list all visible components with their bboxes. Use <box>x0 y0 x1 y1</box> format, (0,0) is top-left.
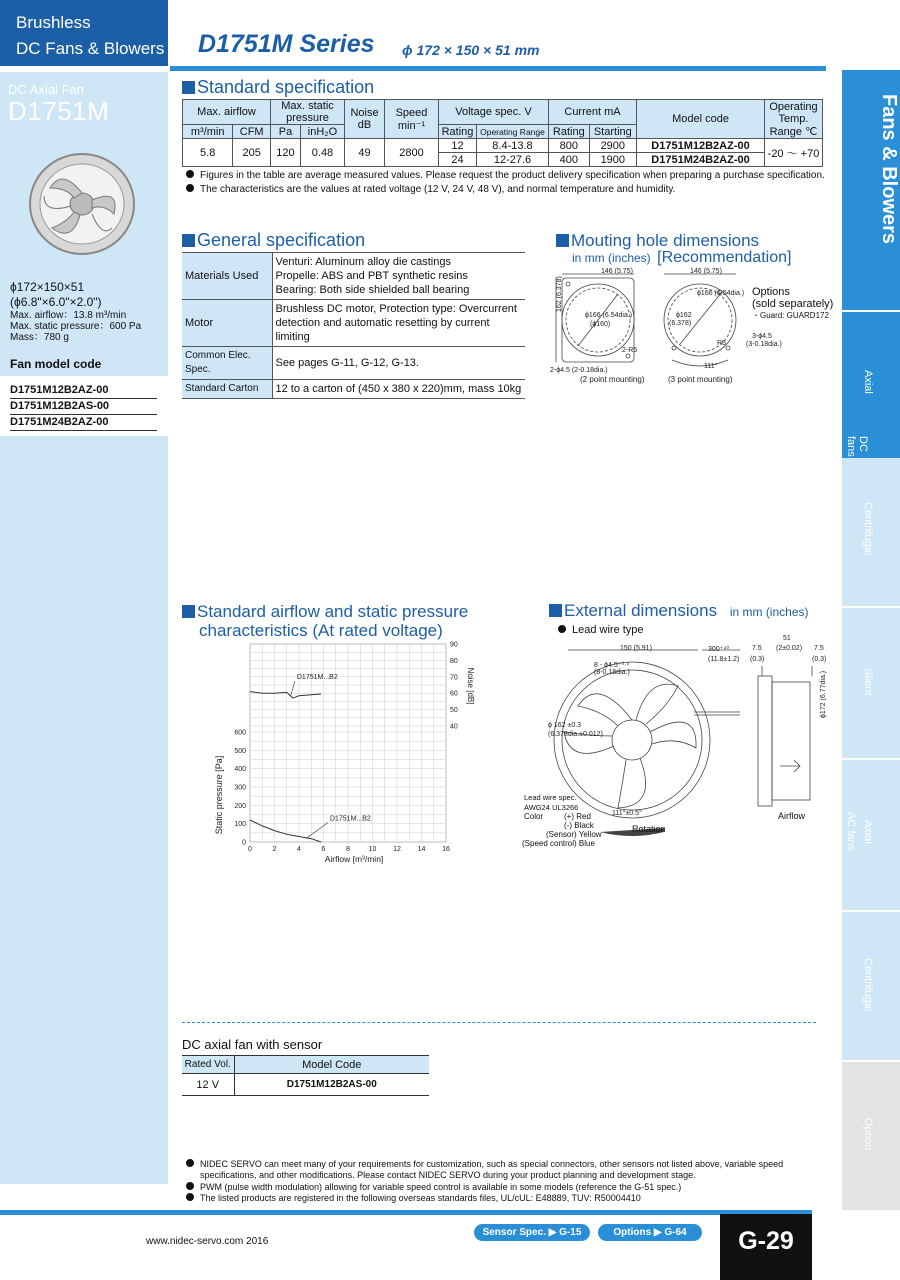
heading-square-icon <box>556 234 569 247</box>
airflow-chart-svg <box>212 636 502 864</box>
th-current: Current mA <box>549 100 637 125</box>
tab-ac-centrifugal[interactable] <box>842 912 900 1060</box>
y-tick-label: 100 <box>234 821 246 829</box>
gen-val-materials: Venturi: Aluminum alloy die castings Propelle: ABS and PBT synthetic resins Bearing: Both side shielded ball bearing <box>272 253 525 300</box>
external-title: External dimensions <box>564 601 718 620</box>
cell-rating-1: 12 <box>439 139 477 153</box>
category-header <box>0 0 168 66</box>
options-guard: ・Guard: GUARD172 <box>752 311 829 320</box>
dim-dia-162: ϕ162 <box>676 312 692 319</box>
series-label: D1751M...B2 <box>329 815 371 823</box>
y2-tick-label: 80 <box>450 657 458 665</box>
page-number: G-29 <box>720 1214 812 1280</box>
tab-option[interactable] <box>842 1062 900 1210</box>
gen-val-motor: Brushless DC motor, Protection type: Overcurrent detection and automatic resetting by current limiting <box>272 300 525 347</box>
external-unit: in mm (inches) <box>729 605 809 619</box>
th-voltage: Voltage spec. V <box>439 100 549 125</box>
tab-fans-blowers[interactable]: Fans & Blowers <box>878 94 900 245</box>
external-heading <box>549 601 809 622</box>
cell-airflow-m3: 5.8 <box>183 139 233 167</box>
ext-dim-162-in: (6.378dia.±0.012) <box>548 731 603 738</box>
fan-model-code-title: Fan model code <box>10 357 102 371</box>
cell-range-1: 8.4-13.8 <box>476 139 548 153</box>
wire-black: (-) Black <box>564 821 594 830</box>
tab-label-centrifugal: Centrifugal <box>862 502 874 556</box>
x-tick-label: 8 <box>346 846 350 853</box>
category-line-2: DC Fans & Blowers <box>16 39 165 58</box>
cell-crating-1: 800 <box>549 139 590 153</box>
dim-dia-160: (ϕ160) <box>590 321 611 328</box>
th-noise: Noise dB <box>345 100 385 139</box>
th-unit-inh2o: inH₂O <box>300 125 344 139</box>
th-unit-starting: Starting <box>589 125 636 139</box>
tab-label-axial-ac: Axial <box>862 820 874 844</box>
wire-red: (+) Red <box>564 812 591 821</box>
cell-rating-2: 24 <box>439 153 477 167</box>
tab-dc-centrifugal[interactable] <box>842 458 900 606</box>
cell-speed: 2800 <box>385 139 439 167</box>
general-spec-heading <box>182 230 365 250</box>
spec-note-2: The characteristics are the values at rated voltage (12 V, 24 V, 48 V), and normal temperature and humidity. <box>186 183 826 197</box>
wire-awg: AWG24 UL3266 <box>524 802 579 812</box>
cell-temp: -20 ～ +70 <box>765 139 823 167</box>
bullet-icon <box>186 1193 194 1201</box>
header-rule <box>170 66 826 71</box>
ext-dim-162: ϕ 162 ±0.3 <box>548 722 582 729</box>
dim-3-holes-in: (3-0.18dia.) <box>746 341 782 348</box>
cell-static-in: 0.48 <box>300 139 344 167</box>
options-sub: (sold separately) <box>752 298 834 310</box>
wire-color-label: Color <box>524 812 544 821</box>
th-unit-pa: Pa <box>271 125 301 139</box>
dim-146-a: 146 (5.75) <box>601 268 633 275</box>
ext-dim-75-a: 7.5 <box>752 645 762 652</box>
sensor-rated: 12 V <box>182 1074 234 1096</box>
fan-dims-mm: ϕ172×150×51 <box>10 280 85 294</box>
dim-3-holes: 3-ϕ4.5 <box>752 333 772 340</box>
category-line-1: Brushless <box>16 13 91 32</box>
th-model: Model code <box>637 100 765 139</box>
x-axis-label: Airflow [m³/min] <box>324 854 384 864</box>
dim-r5: R5 <box>717 340 726 347</box>
ext-dim-172: ϕ172 (6.77dia.) <box>820 670 827 718</box>
airflow-chart-title-1: Standard airflow and static pressure <box>197 602 469 621</box>
dim-2r5: 2-R5 <box>622 347 638 354</box>
x-tick-label: 12 <box>393 846 401 853</box>
options-title: Options <box>752 286 790 298</box>
y-tick-label: 300 <box>234 784 246 792</box>
th-airflow: Max. airflow <box>183 100 271 125</box>
heading-square-icon <box>182 605 195 618</box>
series-title: D1751M Series <box>198 30 375 58</box>
cell-cstart-1: 2900 <box>589 139 636 153</box>
wire-spec: Lead wire spec. <box>524 793 577 802</box>
gen-val-common: See pages G-11, G-12, G-13. <box>272 347 525 380</box>
gen-key-carton: Standard Carton <box>182 380 272 399</box>
heading-square-icon <box>549 604 562 617</box>
bullet-icon <box>186 1159 194 1167</box>
standard-spec-table <box>182 99 823 167</box>
ext-dim-75-b-in: (0.3) <box>812 656 827 663</box>
mounting-title: Mouting hole dimensions <box>571 231 760 250</box>
th-temp: Operating Temp. Range ℃ <box>765 100 823 139</box>
bullet-icon <box>558 625 566 633</box>
spec-note-1: Figures in the table are average measured values. Please request the product delivery specification when preparing a purchase specification. <box>186 169 826 183</box>
x-tick-label: 2 <box>272 846 277 853</box>
fan-specs-summary <box>10 280 141 343</box>
standard-spec-heading <box>182 77 374 97</box>
wire-yellow: (Sensor) Yellow <box>546 830 602 839</box>
ext-dim-111: 111°±0.5° <box>612 810 642 817</box>
wire-spec-block <box>524 793 578 812</box>
fan-photo <box>22 148 138 260</box>
airflow-chart-title-2: characteristics (At rated voltage) <box>199 621 443 640</box>
gen-key-common: Common Elec. Spec. <box>182 347 272 380</box>
footer-url[interactable]: www.nidec-servo.com 2016 <box>146 1236 269 1247</box>
th-unit-rating: Rating <box>439 125 477 139</box>
y-tick-label: 500 <box>234 747 246 755</box>
section-divider <box>182 1022 816 1023</box>
tab-label-dc-fans: DC fans <box>845 436 869 457</box>
general-spec-table <box>182 252 525 399</box>
cell-range-2: 12-27.6 <box>476 153 548 167</box>
y-tick-label: 0 <box>242 839 246 847</box>
mounting-reco: [Recommendation] <box>657 249 792 266</box>
gen-key-motor: Motor <box>182 300 272 347</box>
fan-dims-in: (ϕ6.8"×6.0"×2.0") <box>10 295 102 309</box>
ext-dim-75-b: 7.5 <box>814 645 824 652</box>
ext-dim-8-holes: 8 - ϕ4.5⁺⁰·³ <box>594 662 629 669</box>
general-spec-title: General specification <box>197 230 366 250</box>
cell-noise: 49 <box>345 139 385 167</box>
y-axis-label: Static pressure [Pa] <box>214 755 224 835</box>
x-tick-label: 0 <box>248 846 252 853</box>
tab-dc-axial[interactable] <box>842 312 900 458</box>
airflow-label: Airflow <box>778 811 806 821</box>
tab-label-silent: Silent <box>862 668 874 696</box>
airflow-chart <box>212 636 502 864</box>
ext-dim-300-in: (11.8±1.2) <box>708 656 740 663</box>
bullet-icon <box>186 170 194 178</box>
noise-curve <box>250 692 321 699</box>
heading-square-icon <box>182 81 195 94</box>
cell-crating-2: 400 <box>549 153 590 167</box>
th-unit-cfm: CFM <box>233 125 271 139</box>
dim-2-holes: 2-ϕ4.5 (2-0.18dia.) <box>550 367 608 374</box>
th-speed: Speed min⁻¹ <box>385 100 439 139</box>
cell-static-pa: 120 <box>271 139 301 167</box>
cell-model-2: D1751M24B2AZ-00 <box>637 153 765 167</box>
ext-dim-51: 51 <box>783 635 791 642</box>
rotation-label: Rotation <box>632 824 666 834</box>
caption-3-point: (3 point mounting) <box>668 375 733 384</box>
y-tick-label: 200 <box>234 802 246 810</box>
options-link[interactable]: Options ▶ G-64 <box>598 1224 702 1241</box>
th-static: Max. static pressure <box>271 100 345 125</box>
fan-mass: Mass：780 g <box>10 332 69 343</box>
x-tick-label: 6 <box>321 846 326 853</box>
standard-spec-title: Standard specification <box>197 77 375 97</box>
y2-tick-label: 40 <box>450 723 458 731</box>
series-label-leader <box>306 823 328 839</box>
options-block <box>752 286 833 322</box>
sensor-table <box>182 1055 429 1096</box>
x-tick-label: 14 <box>417 846 426 853</box>
y-tick-label: 400 <box>234 766 246 774</box>
sensor-code: D1751M12B2AS-00 <box>234 1074 429 1096</box>
cell-cstart-2: 1900 <box>589 153 636 167</box>
lead-wire-type: Lead wire type <box>558 624 644 636</box>
pressure-curve <box>250 820 321 842</box>
th-unit-m3: m³/min <box>183 125 233 139</box>
caption-2-point: (2 point mounting) <box>580 375 645 384</box>
bottom-note-1: NIDEC SERVO can meet many of your requirements for customization, such as special connectors, other sensors not listed above, variable speed specifications, and other modifications. Please contact NIDEC SERVO during your product planning and development stage. <box>186 1159 810 1181</box>
dim-dia-162-in: (6.378) <box>669 320 692 327</box>
tab-silent[interactable] <box>842 608 900 758</box>
ext-dim-51-in: (2±0.02) <box>776 645 803 652</box>
wire-blue: (Speed control) Blue <box>522 839 595 848</box>
fan-code-2: D1751M12B2AS-00 <box>10 400 157 415</box>
mounting-unit: in mm (inches) <box>572 251 651 265</box>
tab-label-centrifugal-ac: Centrifugal <box>862 958 874 1012</box>
dim-146-b: 146 (5.75) <box>690 268 722 275</box>
fan-max-airflow: Max. airflow：13.8 m³/min <box>10 310 127 321</box>
ext-dim-75-a-in: (0.3) <box>750 656 765 663</box>
y2-axis-label: Noise [dB] <box>466 667 475 705</box>
series-dimensions: ϕ 172 × 150 × 51 mm <box>402 42 540 58</box>
x-tick-label: 10 <box>368 846 377 853</box>
y2-tick-label: 50 <box>450 707 458 715</box>
dim-111: 111° <box>704 363 718 370</box>
y2-tick-label: 90 <box>450 641 458 649</box>
ext-dim-150: 150 (5.91) <box>620 645 652 652</box>
tab-label-option: Option <box>862 1118 874 1151</box>
ext-dim-8-holes-in: (8-0.18dia.) <box>594 669 630 676</box>
y-tick-label: 600 <box>234 729 246 737</box>
bottom-note-2: PWM (pulse width modulation) allowing for variable speed control is available in some models (reference the G-51 spec.) <box>186 1182 810 1193</box>
fan-max-static: Max. static pressure：600 Pa <box>10 321 142 332</box>
bottom-note-3: The listed products are registered in the following overseas standards files, UL/cUL: E48889, TUV: R50004410 <box>186 1193 810 1204</box>
dim-162: 162 (6.378) <box>556 276 563 312</box>
mounting-heading <box>556 231 759 251</box>
sensor-th-rated: Rated Vol. <box>182 1056 234 1074</box>
series-label: D1751M...B2 <box>296 674 338 682</box>
dim-dia-166-b: ϕ166 (6.54dia.) <box>697 290 745 297</box>
cell-model-1: D1751M12B2AZ-00 <box>637 139 765 153</box>
fan-type: DC Axial Fan <box>8 82 84 97</box>
mounting-subtitle <box>572 249 791 267</box>
cell-airflow-cfm: 205 <box>233 139 271 167</box>
gen-key-materials: Materials Used <box>182 253 272 300</box>
th-unit-range: Operating Range <box>476 125 548 139</box>
fan-code-1: D1751M12B2AZ-00 <box>10 384 157 399</box>
ext-dim-300: 300⁺⁴⁰ <box>708 646 730 653</box>
footer-rule <box>0 1210 812 1215</box>
y2-tick-label: 70 <box>450 674 458 682</box>
tab-label-axial: Axial <box>862 370 874 394</box>
x-tick-label: 16 <box>442 846 450 853</box>
bullet-icon <box>186 1182 194 1190</box>
tab-ac-axial[interactable] <box>842 760 900 910</box>
dim-dia-166: ϕ166 (6.54dia.) <box>585 312 633 319</box>
sensor-th-code: Model Code <box>234 1056 429 1074</box>
x-tick-label: 4 <box>297 846 301 853</box>
fan-model: D1751M <box>8 96 110 126</box>
sensor-spec-link[interactable]: Sensor Spec. ▶ G-15 <box>474 1224 590 1241</box>
series-label-leader <box>290 681 294 696</box>
heading-square-icon <box>182 234 195 247</box>
gen-val-carton: 12 to a carton of (450 x 380 x 220)mm, mass 10kg <box>272 380 525 399</box>
airflow-chart-heading <box>182 602 468 640</box>
sensor-title: DC axial fan with sensor <box>182 1037 323 1052</box>
tab-label-ac-fans: AC fans <box>845 812 857 852</box>
th-unit-crating: Rating <box>549 125 590 139</box>
fan-code-3: D1751M24B2AZ-00 <box>10 416 157 431</box>
bullet-icon <box>186 184 194 192</box>
y2-tick-label: 60 <box>450 690 458 698</box>
